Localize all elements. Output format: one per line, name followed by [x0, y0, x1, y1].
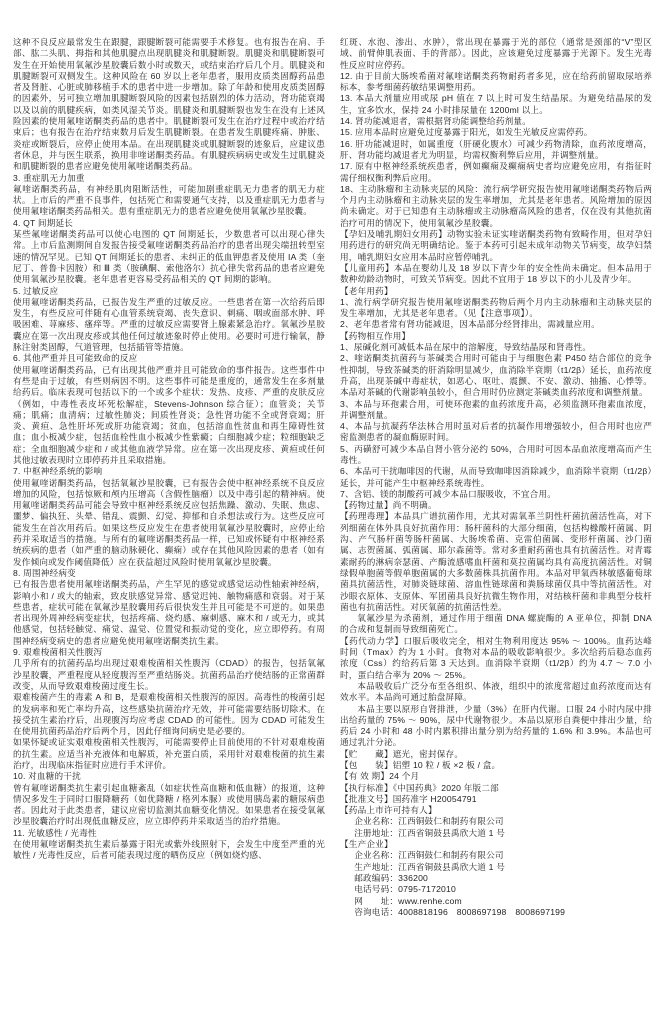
labeled-field: 【药物过量】尚不明确。 — [340, 500, 437, 511]
labeled-field: 【贮 藏】遮光，密封保存。 — [340, 748, 464, 759]
paragraph: 2、老年患者常有肾功能减退，因本品部分经肾排出，需减量应用。 — [340, 319, 600, 330]
paragraph: 5、丙磺舒可减少本品自肾小管分泌约 50%，合用时可因本品血浓度增高而产生毒性。 — [340, 443, 652, 465]
labeled-field: 【包 装】铝塑 10 粒 / 板 ×2 板 / 盒。 — [340, 760, 501, 770]
paragraph: 14. 肾功能减退者，需根据肾功能调整给药剂量。 — [340, 116, 532, 127]
paragraph: 使用氟喹诺酮类药品，已报告发生严重的过敏反应。一些患者在第一次给药后即发生，有些反应可伴随有心血管系统衰竭、丧失意识、刺痛、咽或面部水肿、呼吸困难、荨麻疹、瘙痒等。严重的过敏反应需要肾上腺素紧急治疗。氧氟沙星胶囊应在第一次出现皮疹或其他任何过敏迹象时停止使用。必要时可进行输氧，静脉注射类固醇，气道管理，包括插管等措施。 — [13, 296, 325, 353]
paragraph: 7、含铝、镁的制酸药可减少本品口服吸收，不宜合用。 — [340, 488, 557, 499]
detail-line: 企业名称：江西铜鼓仁和制药有限公司 — [354, 816, 504, 827]
section-heading: 10. 对血糖的干扰 — [13, 771, 81, 782]
paragraph: 2、喹诺酮类抗菌药与茶碱类合用时可能由于与细胞色素 P450 结合部位的竞争性抑制，导致茶碱类的肝消除明显减少，血消除半衰期（t1/2β）延长，血药浓度升高，出现茶碱中毒症状，如恶心、呕吐、震颤、不安、激动、抽搐、心悸等。本品对茶碱的代谢影响虽较小，但合用时仍应测定茶碱类血药浓度和调整剂量。 — [340, 353, 652, 398]
labeled-field: 【药品上市许可持有人】 — [340, 805, 437, 816]
left-column — [13, 37, 325, 1014]
paragraph: 某些氟喹诺酮类药品可以使心电图的 QT 间期延长，少数患者可以出现心律失常。上市后监测期间自发报告接受氟喹诺酮类药品治疗的患者出现尖端扭转型室速的情况罕见。已知 QT 间期延长的患者、未纠正的低血钾患者及使用 IA 类（奎尼丁、普鲁卡因胺）和 Ⅲ 类（胺碘酮、索他洛尔）抗心律失常药品的患者应避免使用氧氟沙星胶囊。老年患者更容易受药品相关的 QT 间期的影响。 — [13, 229, 325, 285]
paragraph: 本品吸收后广泛分布至各组织、体液，组织中的浓度常超过血药浓度而达有效水平。本品尚可通过胎盘屏障。 — [340, 680, 652, 703]
paragraph: 6、本品可干扰咖啡因的代谢，从而导致咖啡因消除减少，血消除半衰期（t1/2β）延长，并可能产生中枢神经系统毒性。 — [340, 466, 652, 488]
paragraph: 【儿童用药】本品在婴幼儿及 18 岁以下青少年的安全性尚未确定。但本品用于数种幼龄动物时，可致关节病变。因此不宜用于 18 岁以下的小儿及青少年。 — [340, 262, 652, 285]
paragraph: 艰难梭菌产生的毒素 A 和 B，是艰难梭菌相关性腹泻的原因。高毒性的梭菌引起的发病率和死亡率均升高，这些感染抗菌治疗无效，并可能需要结肠切除术。在接受抗生素治疗后，出现腹泻均应考虑 CDAD 的可能性。因为 CDAD 可能发生在使用抗菌药品治疗后两个月，因此仔细询问病史是必要的。 — [13, 692, 325, 737]
paragraph: 1、尿碱化剂可减低本品在尿中的溶解度，导致结晶尿和肾毒性。 — [340, 342, 592, 353]
detail-line: 企业名称：江西铜鼓仁和制药有限公司 — [354, 850, 504, 861]
detail-line: 网 址：www.renhe.com — [354, 895, 462, 906]
section-heading: 6. 其他严重并且可能致命的反应 — [13, 353, 138, 364]
detail-line: 注册地址：江西省铜鼓县禹欣大道 1 号 — [354, 827, 506, 838]
paragraph: 【药理毒理】本品具广谱抗菌作用，尤其对需氧革兰阴性杆菌抗菌活性高，对下列细菌在体外具良好抗菌作用：肠杆菌科的大部分细菌，包括构橼酸杆菌属、阴沟、产气肠杆菌等肠杆菌属、大肠埃希菌、克雷伯菌属、变形杆菌属、沙门菌属、志贺菌属、弧菌属、耶尔森菌等。常对多重耐药菌也具有抗菌活性。对青霉素耐药的淋病奈瑟菌、产酶流感嗜血杆菌和莫拉菌属均具有高度抗菌活性。对铜绿假单胞菌等假单胞菌属的大多数菌株具抗菌作用。本品对甲氧西林敏感葡萄球菌具抗菌活性，对肺炎链球菌、溶血性链球菌和粪肠球菌仅具中等抗菌活性。对沙眼衣原体、支原体、军团菌具良好抗微生物作用，对结核杆菌和非典型分枝杆菌也有抗菌活性。对厌氧菌的抗菌活性差。 — [340, 511, 652, 612]
paragraph: 【药代动力学】口服后吸收完全，相对生物利用度达 95% ～ 100%。血药达峰时间（Tmax）约为 1 小时。食物对本品的吸收影响很少。多次给药后稳态血药浓度（Css）约给药后第 3 天达到。血消除半衰期（t1/2β）约为 4.7 ～ 7.0 小时，蛋白结合率为 20% ～ 25%。 — [340, 635, 652, 680]
paragraph: 16. 肝功能减退时，如属重度（肝硬化腹水）可减少药物清除，血药浓度增高，肝、肾功能均减退者尤为明显，均需权衡利弊后应用，并调整剂量。 — [340, 138, 652, 160]
paragraph: 12. 由于目前大肠埃希菌对氟喹诺酮类药物耐药者多见，应在给药前留取尿培养标本，参考细菌药敏结果调整用药。 — [340, 70, 652, 93]
paragraph: 红斑、水泡、渗出、水肿），常出现在暴露于光的部位（通常是颈部的“V”型区域、前臂伸肌表面、手的背部）。因此，应该避免过度暴露于光源下。发生光毒性反应时应停药。 — [340, 37, 652, 70]
paragraph: 15. 应用本品时应避免过度暴露于阳光，如发生光敏反应需停药。 — [340, 127, 593, 138]
section-heading: 3. 重症肌无力加重 — [13, 172, 85, 183]
paragraph: 17. 原有中枢神经系统疾患者，例如癫痫及癫痫病史者均应避免应用，有指征时需仔细权衡利弊后应用。 — [340, 161, 652, 183]
paragraph: 1、流行病学研究报告使用氟喹诺酮类药物后两个月内主动脉瘤和主动脉夹层的发生率增加，尤其是老年患者。（见【注意事项】）。 — [340, 296, 652, 319]
section-heading: 8. 周围神经病变 — [13, 567, 76, 578]
paragraph: 在使用氟喹诺酮类抗生素后暴露于阳光或紫外线照射下，会发生中度至严重的光敏性 / 光毒性反应，后者可能表现过度的晒伤反应（例如烧灼感、 — [13, 839, 325, 861]
detail-line: 电话号码：0795-7172010 — [354, 884, 456, 895]
paragraph: 已有报告患者使用氟喹诺酮类药品，产生罕见的感觉或感觉运动性轴索神经病，影响小和 / 或大的轴索，致皮肤感觉异常、感觉迟钝、触物痛感和衰弱。对于某些患者，症状可能在氧氟沙星胶囊用药后很快发生并且可能是不可逆的。如果患者出现外周神经病变症状，包括疼痛、烧灼感、麻刺感、麻木和 / 或无力，或其他感觉，包括轻触觉、痛觉、温觉、位置觉和振动觉的变化，应立即停药。有周围神经病变病史的患者应避免使用氟喹诺酮类抗生素。 — [13, 579, 325, 646]
section-heading: 11. 光敏感性 / 光毒性 — [13, 827, 97, 838]
paragraph: 4、本品与抗凝药华法林合用时虽对后者的抗凝作用增强较小，但合用时也应严密监测患者的凝血酶原时间。 — [340, 421, 652, 443]
paragraph: 3、本品与环孢素合用，可使环孢素的血药浓度升高，必须监测环孢素血浓度，并调整剂量。 — [340, 398, 652, 420]
labeled-field: 【药物相互作用】 — [340, 330, 411, 341]
paragraph: 【孕妇及哺乳期妇女用药】动物实验未证实喹诺酮类药物有致畸作用，但对孕妇用药进行的研究尚无明确结论。鉴于本药可引起未成年动物关节病变，故孕妇禁用，哺乳期妇女应用本品时应暂停哺乳。 — [340, 229, 652, 262]
labeled-field: 【生产企业】 — [340, 839, 393, 850]
paragraph: 使用氟喹诺酮类药品，已有出现其他严重并且可能致命的事件报告。这些事件中有些是由于过敏，有些则病因不明。这些事件可能是重度的，通常发生在多剂量给药后。临床表现可包括以下的一个或多个症状：发热、皮疹、严重的皮肤反应（例如，中毒性表皮坏死松解症，Stevens-Johnson 综合征）；血管炎；关节痛；肌痛；血清病；过敏性肺炎；间质性肾炎；急性肾功能不全或肾衰竭；肝炎、黄疸、急性肝坏死或肝功能衰竭；贫血，包括溶血性贫血和再生障碍性贫血；血小板减少症，包括血栓性血小板减少性紫癜；白细胞减少症；粒细胞缺乏症；全血细胞减少症和 / 或其他血液学异常。应在第一次出现皮疹、黄疸或任何其他过敏表现时立即停药并且采取措施。 — [13, 364, 325, 465]
paragraph: 本品主要以原形自肾排泄，少量（3%）在肝内代谢。口服 24 小时内尿中排出给药量的 75% ～ 90%，尿中代谢物很少。本品以原形自粪便中排出少量，给药后 24 小时和 48 小时内累积排出量分别为给药量的 1.6% 和 3.9%。本品也可通过乳汁分泌。 — [340, 703, 652, 748]
section-heading: 5. 过敏反应 — [13, 285, 59, 296]
paragraph: 氟喹诺酮类药品，有神经肌肉阻断活性，可能加剧重症肌无力患者的肌无力症状。上市后的严重不良事件，包括死亡和需要通气支持，以及重症肌无力患者与使用氟喹诺酮类药品相关。患有重症肌无力的患者应避免使用氧氟沙星胶囊。 — [13, 183, 325, 217]
labeled-field: 【批准文号】国药准字 H20054791 — [340, 793, 477, 804]
labeled-field: 【老年用药】 — [340, 285, 393, 296]
paragraph: 曾有氟喹诺酮类抗生素引起血糖紊乱（如症状性高血糖和低血糖）的报道，这种情况多发生于同时口服降糖药（如优降糖 / 格列本脲）或使用胰岛素的糖尿病患者。因此对于此类患者，建议应密切监测其血糖变化情况。如果患者在接受氧氟沙星胶囊治疗时出现低血糖反应，应立即停药并采取适当的治疗措施。 — [13, 782, 325, 827]
paragraph: 使用氟喹诺酮类药品，包括氧氟沙星胶囊，已有报告会使中枢神经系统不良反应增加的风险，包括惊厥和颅内压增高（含假性脑瘤）以及中毒引起的精神病。使用氟喹诺酮类药品可能会导致中枢神经系统反应包括焦躁、激动、失眠、焦虑、噩梦、偏执狂、头晕、错乱、震颤、幻觉、抑郁和自杀想法或行为。这些反应可能发生在首次用药后。如果这些反应发生在患者使用氧氟沙星胶囊时，应停止给药并采取适当的措施。与所有的氟喹诺酮类药品一样，已知或怀疑有中枢神经系统疾病的患者（如严重的脑动脉硬化、癫痫）或存在其他风险因素的患者（如有发作倾向或发作阈值降低）应在获益超过风险时使用氧氟沙星胶囊。 — [13, 477, 325, 567]
detail-line: 咨询电话：4008818196 8008697198 8008697199 — [354, 906, 566, 917]
labeled-field: 【有 效 期】24 个月 — [340, 771, 420, 782]
section-heading: 4. QT 间期延长 — [13, 217, 74, 228]
section-heading: 9. 艰难梭菌相关性腹泻 — [13, 647, 103, 658]
section-heading: 7. 中枢神经系统的影响 — [13, 466, 103, 477]
paragraph: 几乎所有的抗菌药品均出现过艰难梭菌相关性腹泻（CDAD）的报告，包括氧氟沙星胶囊，严重程度从轻度腹泻至严重结肠炎。抗菌药品治疗使结肠的正常菌群改变，从而导致艰难梭菌过度生长。 — [13, 658, 325, 691]
labeled-field: 【执行标准】《中国药典》2020 年版二部 — [340, 782, 499, 793]
paragraph: 如果怀疑或证实艰难梭菌相关性腹泻，可能需要停止目前使用的不针对艰难梭菌的抗生素。应适当补充液体和电解质，补充蛋白质，采用针对艰难梭菌的抗生素治疗，出现临床指征时应进行手术评价。 — [13, 737, 325, 770]
paragraph: 氧氟沙星为杀菌剂，通过作用于细菌 DNA 螺旋酶的 A 亚单位，抑制 DNA 的合成和复制而导致细菌死亡。 — [340, 613, 652, 635]
paragraph: 这种不良反应最常发生在跟腱，跟腱断裂可能需要手术修复。也有报告在肩、手部、肱二头肌、拇指和其他肌腱点出现肌腱炎和肌腱断裂。肌腱炎和肌腱断裂可发生在开始使用氧氟沙星胶囊后数小时或数天，或结束治疗后几个月。肌腱炎和肌腱断裂可双侧发生。这种风险在 60 岁以上老年患者，服用皮质类固醇药品患者及肾脏、心脏或肺移植手术的患者中进一步增加。除了年龄和使用皮质类固醇的因素外，另可独立增加肌腱断裂风险的因素包括剧烈的体力活动，肾功能衰竭以及以前的肌腱疾病，如类风湿关节炎。肌腱炎和肌腱断裂也发生在没有上述风险因素的使用氟喹诺酮类药品的患者中。肌腱断裂可发生在治疗过程中或治疗结束后；也有报告在治疗结束数月后发生肌腱断裂。在患者发生肌腱疼痛、肿胀、炎症或断裂后，应停止使用本品。在出现肌腱炎或肌腱断裂的迹象后，应建议患者休息，并与医生联系，换用非喹诺酮类药品。有肌腱疾病病史或发生过肌腱炎和肌腱断裂的患者应避免使用氟喹诺酮类药品。 — [13, 37, 325, 172]
detail-line: 邮政编码：336200 — [354, 872, 429, 883]
detail-line: 生产地址：江西省铜鼓县禹欣大道 1 号 — [354, 861, 506, 872]
right-column — [340, 37, 652, 1014]
paragraph: 13. 本品大剂量应用或尿 pH 值在 7 以上时可发生结晶尿。为避免结晶尿的发生，宜多饮水，保持 24 小时排尿量在 1200ml 以上。 — [340, 93, 652, 115]
paragraph: 18、主动脉瘤和主动脉夹层的风险：流行病学研究报告使用氟喹诺酮类药物后两个月内主动脉瘤和主动脉夹层的发生率增加，尤其是老年患者。风险增加的原因尚未确定。对于已知患有主动脉瘤或主动脉瘤高风险的患者，仅在没有其他抗菌治疗可用的情况下，使用氧氟沙星胶囊。 — [340, 183, 652, 228]
